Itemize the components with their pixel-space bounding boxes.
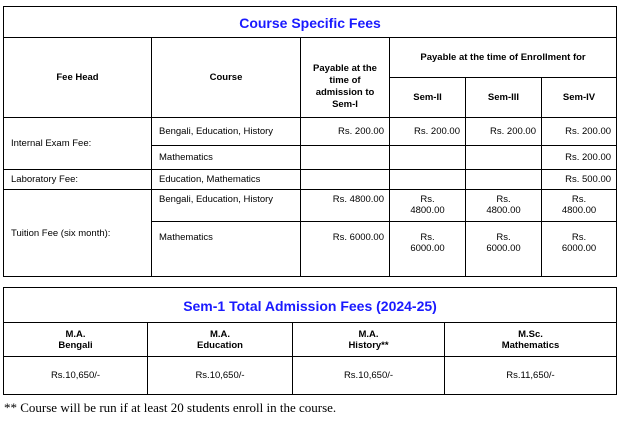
empty-cell: [301, 146, 390, 170]
fee-ma-bengali: Rs.10,650/-: [4, 357, 148, 395]
footnote: ** Course will be run if at least 20 students enroll in the course.: [4, 400, 337, 415]
tuition-sem2-2: Rs. 6000.00: [390, 222, 466, 277]
empty-cell: [390, 146, 466, 170]
tuition-course-1: Bengali, Education, History: [152, 190, 301, 222]
internal-exam-sem4-2: Rs. 200.00: [542, 146, 617, 170]
tuition-sem3-1: Rs. 4800.00: [466, 190, 542, 222]
tuition-sem1-2: Rs. 6000.00: [301, 222, 390, 277]
fee-msc-mathematics: Rs.11,650/-: [445, 357, 617, 395]
laboratory-label: Laboratory Fee:: [4, 170, 152, 190]
enrollment-header: Payable at the time of Enrollment for: [390, 38, 617, 78]
total-fees-title: Sem-1 Total Admission Fees (2024-25): [4, 288, 617, 323]
fee-head-header: Fee Head: [4, 38, 152, 118]
tuition-sem1-1: Rs. 4800.00: [301, 190, 390, 222]
fee-ma-history: Rs.10,650/-: [293, 357, 445, 395]
internal-exam-course-2: Mathematics: [152, 146, 301, 170]
internal-exam-sem2-1: Rs. 200.00: [390, 118, 466, 146]
internal-exam-label: Internal Exam Fee:: [4, 118, 152, 170]
internal-exam-sem3-1: Rs. 200.00: [466, 118, 542, 146]
course-fees-table: [3, 6, 617, 277]
sem2-header: Sem-II: [390, 78, 466, 118]
program-header-ma-education: M.A. Education: [148, 323, 293, 357]
fee-ma-education: Rs.10,650/-: [148, 357, 293, 395]
laboratory-sem4: Rs. 500.00: [542, 170, 617, 190]
course-header: Course: [152, 38, 301, 118]
internal-exam-course-1: Bengali, Education, History: [152, 118, 301, 146]
internal-exam-sem4-1: Rs. 200.00: [542, 118, 617, 146]
program-header-ma-history: M.A. History**: [293, 323, 445, 357]
course-fees-title: Course Specific Fees: [4, 7, 617, 38]
total-fees-table: [3, 287, 617, 395]
sem3-header: Sem-III: [466, 78, 542, 118]
tuition-course-2: Mathematics: [152, 222, 301, 277]
empty-cell: [466, 170, 542, 190]
empty-cell: [390, 170, 466, 190]
admission-header: Payable at the time of admission to Sem-I: [301, 38, 390, 118]
tuition-sem3-2: Rs. 6000.00: [466, 222, 542, 277]
tuition-sem2-1: Rs. 4800.00: [390, 190, 466, 222]
laboratory-course: Education, Mathematics: [152, 170, 301, 190]
internal-exam-sem1-1: Rs. 200.00: [301, 118, 390, 146]
tuition-sem4-2: Rs. 6000.00: [542, 222, 617, 277]
empty-cell: [466, 146, 542, 170]
sem4-header: Sem-IV: [542, 78, 617, 118]
program-header-msc-mathematics: M.Sc. Mathematics: [445, 323, 617, 357]
program-header-ma-bengali: M.A. Bengali: [4, 323, 148, 357]
empty-cell: [301, 170, 390, 190]
tuition-sem4-1: Rs. 4800.00: [542, 190, 617, 222]
tuition-label: Tuition Fee (six month):: [4, 190, 152, 277]
